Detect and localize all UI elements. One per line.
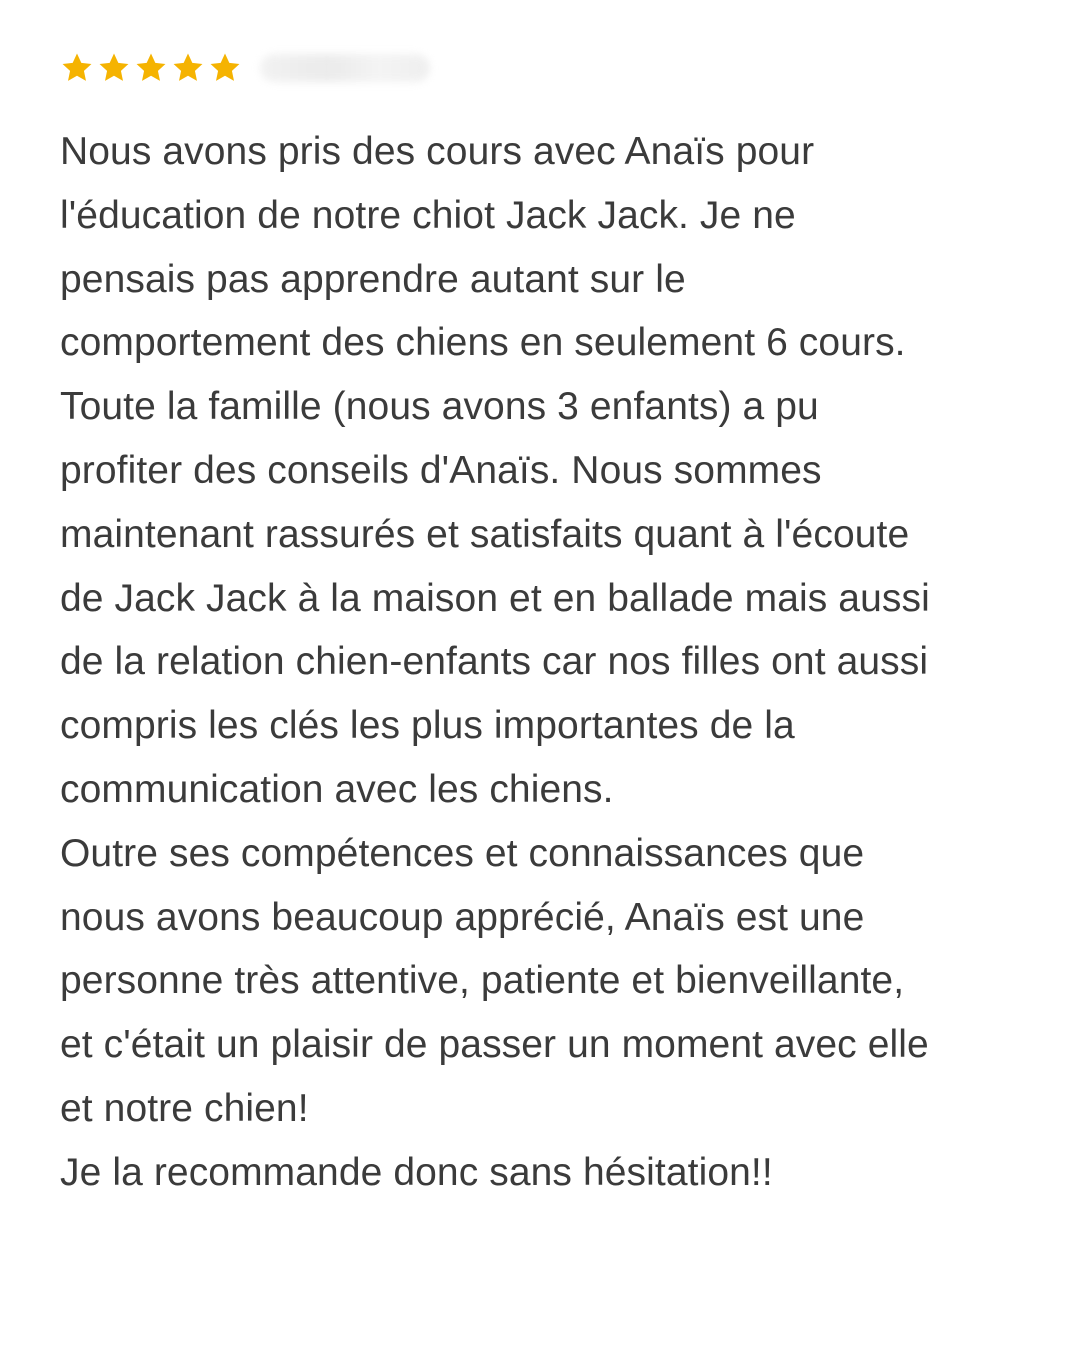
review-text-line: personne très attentive, patiente et bienveillante, (60, 959, 905, 1003)
review-text-line: maintenant rassurés et satisfaits quant à l'écoute (60, 512, 910, 556)
review-text-line: Nous avons pris des cours avec Anaïs pour (60, 130, 815, 173)
review-text-line: de Jack Jack à la maison et en ballade mais aussi (60, 576, 930, 620)
star-icon (171, 51, 205, 85)
review-text-line: comportement des chiens en seulement 6 cours. (60, 321, 906, 365)
review-text-line: communication avec les chiens. (60, 767, 614, 811)
review-text-line: Outre ses compétences et connaissances que (60, 831, 865, 875)
review-text-line: pensais pas apprendre autant sur le (60, 257, 686, 301)
review-text-line: Je la recommande donc sans hésitation!! (60, 1150, 773, 1194)
star-icon (134, 51, 168, 85)
review-text-line: profiter des conseils d'Anaïs. Nous sommes (60, 448, 822, 492)
review-text-line: l'éducation de notre chiot Jack Jack. Je ne (60, 193, 796, 237)
redacted-date (260, 54, 430, 82)
star-icon (97, 51, 131, 85)
star-icon (208, 51, 242, 85)
review-text-line: de la relation chien-enfants car nos filles ont aussi (60, 640, 929, 684)
review-text (60, 120, 1040, 1205)
review-text-line: et notre chien! (60, 1086, 309, 1130)
review-text-line: Toute la famille (nous avons 3 enfants) a pu (60, 385, 819, 429)
rating-row (60, 40, 1040, 96)
review-card (60, 40, 1040, 1205)
review-text-line: et c'était un plaisir de passer un moment avec elle (60, 1023, 929, 1067)
star-icon (60, 51, 94, 85)
review-text-line: compris les clés les plus importantes de la (60, 704, 795, 748)
review-text-line: nous avons beaucoup apprécié, Anaïs est une (60, 895, 865, 939)
star-rating (60, 51, 242, 85)
